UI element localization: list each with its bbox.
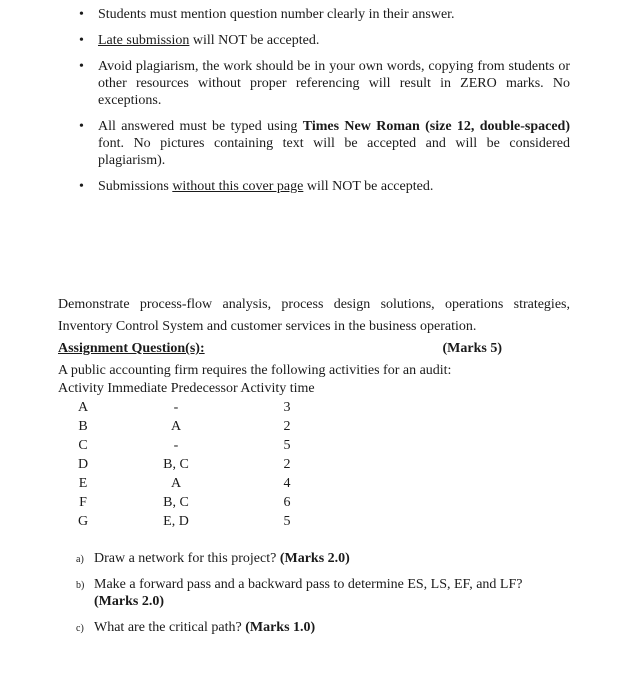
question-text: Make a forward pass and a backward pass to determine ES, LS, EF, and LF? xyxy=(94,577,523,592)
bullet-icon: • xyxy=(79,7,84,22)
predecessor-cell: B, C xyxy=(163,495,189,510)
question-marks: (Marks 1.0) xyxy=(245,620,316,635)
time-cell: 2 xyxy=(283,457,291,472)
bullet-icon: • xyxy=(79,119,84,134)
time-cell: 5 xyxy=(283,514,291,529)
activity-cell: F xyxy=(79,495,87,510)
activity-cell: B xyxy=(78,419,88,434)
instruction-text-bold: Times New Roman (size 12, double-spaced) xyxy=(302,119,570,134)
instruction-item xyxy=(78,32,570,49)
instruction-text: font. No pictures containing text will be accepted and will be considered plagiarism). xyxy=(98,136,570,168)
table-header: Activity Immediate Predecessor Activity time xyxy=(58,381,315,396)
instructions-list xyxy=(78,6,570,204)
question-item xyxy=(76,619,556,636)
activity-cell: A xyxy=(77,400,89,415)
predecessor-cell: E, D xyxy=(163,514,189,529)
time-cell: 5 xyxy=(283,438,291,453)
activity-cell: D xyxy=(77,457,89,472)
instruction-text: All answered must be typed using xyxy=(98,119,303,134)
assignment-marks: (Marks 5) xyxy=(442,341,502,356)
instruction-item xyxy=(78,118,570,169)
table-row xyxy=(0,436,400,455)
question-item xyxy=(76,576,556,610)
instruction-item xyxy=(78,6,570,23)
bullet-icon: • xyxy=(79,59,84,74)
instruction-item xyxy=(78,58,570,109)
instruction-text-underlined: without this cover page xyxy=(172,179,304,194)
instruction-text: Students must mention question number clearly in their answer. xyxy=(98,7,455,22)
time-cell: 4 xyxy=(283,476,291,491)
time-cell: 2 xyxy=(283,419,291,434)
table-row xyxy=(0,455,400,474)
instruction-text: Submissions xyxy=(98,179,173,194)
bullet-icon: • xyxy=(79,33,84,48)
question-label: c) xyxy=(76,623,84,634)
table-row xyxy=(0,398,400,417)
predecessor-cell: A xyxy=(170,419,182,434)
time-cell: 3 xyxy=(283,400,291,415)
table-row xyxy=(0,512,400,531)
learning-outcome-paragraph: Demonstrate process-flow analysis, process design solutions, operations strategies, Inventory Control System and customer services in the business operation. xyxy=(58,297,570,334)
activity-cell: G xyxy=(77,514,89,529)
instruction-text: Avoid plagiarism, the work should be in your own words, copying from students or other resources without proper referencing will result in ZERO marks. No exceptions. xyxy=(98,59,570,108)
instruction-text: will NOT be accepted. xyxy=(303,179,434,194)
predecessor-cell: B, C xyxy=(163,457,189,472)
instruction-text: will NOT be accepted. xyxy=(189,33,320,48)
bullet-icon: • xyxy=(79,179,84,194)
assignment-heading xyxy=(58,340,502,357)
question-marks: (Marks 2.0) xyxy=(94,594,164,609)
question-marks: (Marks 2.0) xyxy=(279,551,350,566)
question-item xyxy=(76,550,556,567)
activity-cell: C xyxy=(78,438,88,453)
table-row xyxy=(0,417,400,436)
instruction-text-underlined: Late submission xyxy=(98,33,190,48)
predecessor-cell: A xyxy=(170,476,182,491)
predecessor-cell: - xyxy=(173,438,179,453)
table-row xyxy=(0,493,400,512)
table-row xyxy=(0,474,400,493)
question-text: Draw a network for this project? xyxy=(94,551,280,566)
audit-statement: A public accounting firm requires the following activities for an audit: xyxy=(58,363,452,378)
question-list xyxy=(76,550,556,645)
question-text: What are the critical path? xyxy=(94,620,246,635)
instruction-item xyxy=(78,178,570,195)
predecessor-cell: - xyxy=(173,400,179,415)
activity-cell: E xyxy=(78,476,88,491)
question-label: a) xyxy=(76,554,84,565)
time-cell: 6 xyxy=(283,495,291,510)
assignment-title: Assignment Question(s): xyxy=(58,341,205,356)
question-label: b) xyxy=(76,580,85,591)
